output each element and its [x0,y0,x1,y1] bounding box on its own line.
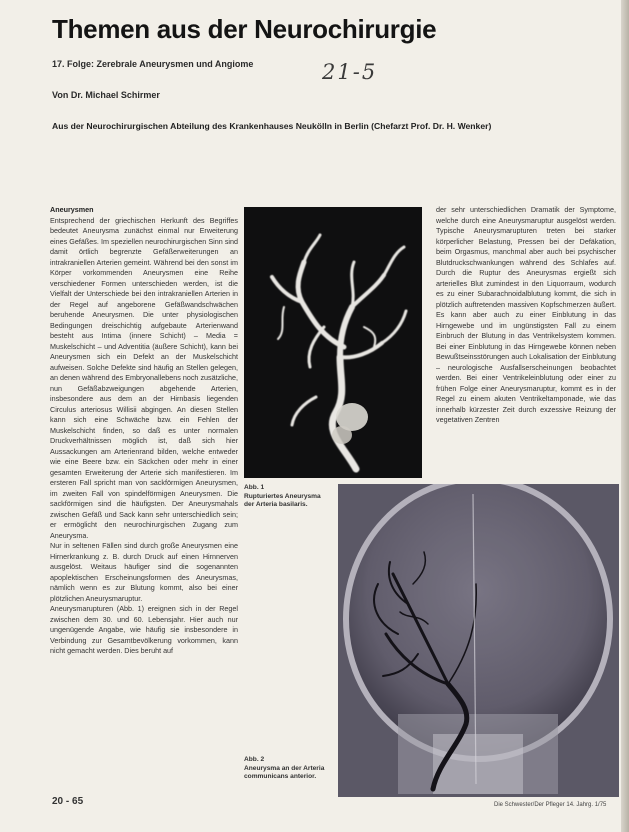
figure-1-caption: Abb. 1 Rupturiertes Aneurysma der Arteria basilaris. [244,484,321,508]
left-text-column [50,205,238,657]
paragraph: Nur in seltenen Fällen sind durch große Aneurysmen eine Hirnerkrankung z. B. durch Druck auf einen Hirnnerven ausgelöst. Weitaus häufiger sind die sogenannten apoplektischen Erscheinungsformen des Aneurysmas, nämlich wenn es zur Blutung kommt, also bei einer plötzlichen Aneurysmaruptur. [50,541,238,603]
handwritten-note: 21-5 [322,60,378,84]
author-line: Von Dr. Michael Schirmer [52,90,160,100]
paragraph: Entsprechend der griechischen Herkunft des Begriffes bedeutet Aneurysma zunächst einmal nur Erweiterung eines Gefäßes. Im speziellen neurochirurgischen Sinn sind damit örtlich begrenzte Gefäßerweiterungen an intrakraniellen Arterien gemeint. Während bei den sonst im Körper vorkommenden Aneurysmen eine Reihe verschiedener Formen unterschieden werden, ist die Vielfalt der Unterschiede bei den intrakraniellen Arterien in der Regel auf angeborene Gefäßwandschwächen beruhende Aneurysmen. Die unter physiologischen Bedingungen dreischichtig aufgebaute Arterienwand besteht aus Intima (innere Schicht) – Media = Muskelschicht – und Adventitia (äußere Schicht), kann bei Aneurysmen sich ein Defekt an der Muskelschicht aufweisen. Solche Defekte sind häufig an Stellen gelegen, an denen während des Embryonallebens noch zusätzliche, nun Gefäßabzweigungen abgehende Arterien, insbesondere aus dem an der Hirnbasis liegenden Circulus arteriosus Willisii abgingen. An diesen Stellen kann sich eine Schwäche bzw. ein Fehlen der Muskelschicht finden, so daß es unter normalen Druckverhältnissen möglich ist, daß sich hier Aussackungen am Arterienrand bilden, welche entweder wie eine Beere bzw. ein Säckchen oder mehr in einer gesamten Erweiterung der Arterie sich manifestieren. Im ersteren Fall spricht man von sackförmigen Aneurysmen, im zweiten Fall von spindelförmigen Aneurysmen. Die sackförmigen sind die häufigsten. Der Aneurysmahals zwischen Gefäß und Sack kann sehr unterschiedlich sein; er ermöglicht den neurochirurgischen Zugang zum Aneurysma. [50,215,238,540]
right-text-column [436,205,616,426]
paragraph: Aneurysmarupturen (Abb. 1) ereignen sich in der Regel zwischen dem 30. und 60. Lebensjahr. Hier auch nur ungenügende Angabe, wie häufig sie insbesondere in Verbindung zur Gesamtbevölkerung vorkommen, kann nicht gemacht werden. Dies beruht auf [50,604,238,655]
angiogram-figure-2 [338,484,619,797]
article-title: Themen aus der Neurochirurgie [52,14,437,44]
paragraph: der sehr unterschiedlichen Dramatik der Symptome, welche durch eine Aneurysmaruptur ausgelöst werden. Typische Aneurysmarupturen treten bei starker körperlicher Belastung, Pressen bei der Defäkation, beim Orgasmus, manchmal aber auch bei psychischer Blutdruckschwankungen während des Schlafes auf. Durch die Ruptur des Aneurysmas ergießt sich arterielles Blut zumindest in den Liquorraum, wodurch es zu einer Subarachnoidalblutung kommt, die sich in plötzlich auftretenden massiven Kopfschmerzen äußert. Es kann aber auch zu einer Einblutung in das Hirngewebe und im ungünstigsten Fall zu einem Einbruch der Blutung in das Ventrikelsystem kommen. Bei einer Einblutung in das Hirngewebe können neben Bewußtseinsstörungen auch Lokalisation der Einblutung – neurologische Ausfallserscheinungen beobachtet werden. Bei einer Ventrikeleinblutung oder einer zu frühen Folge einer Aneurysmaruptur, kommt es in der Regel zu einem akuten Ventrikeltamponade, wie das innerhalb kürzester Zeit durch exzessive Reizung der vegetativen Zentren [436,205,616,424]
affiliation-line: Aus der Neurochirurgischen Abteilung des Krankenhauses Neukölln in Berlin (Chefarzt Prof. Dr. H. Wenker) [52,121,492,131]
journal-footer: Die Schwester/Der Pfleger 14. Jahrg. 1/75 [494,802,607,808]
article-subtitle: 17. Folge: Zerebrale Aneurysmen und Angiome [52,59,254,69]
vessel-illustration [244,207,422,478]
skull-angiogram [338,484,619,797]
angiogram-figure-1 [244,207,422,478]
page-number: 20 - 65 [52,796,84,807]
page-edge-shadow [621,0,629,832]
section-heading: Aneurysmen [50,205,94,214]
figure-2-caption: Abb. 2 Aneurysma an der Arteria communicans anterior. [244,756,325,780]
